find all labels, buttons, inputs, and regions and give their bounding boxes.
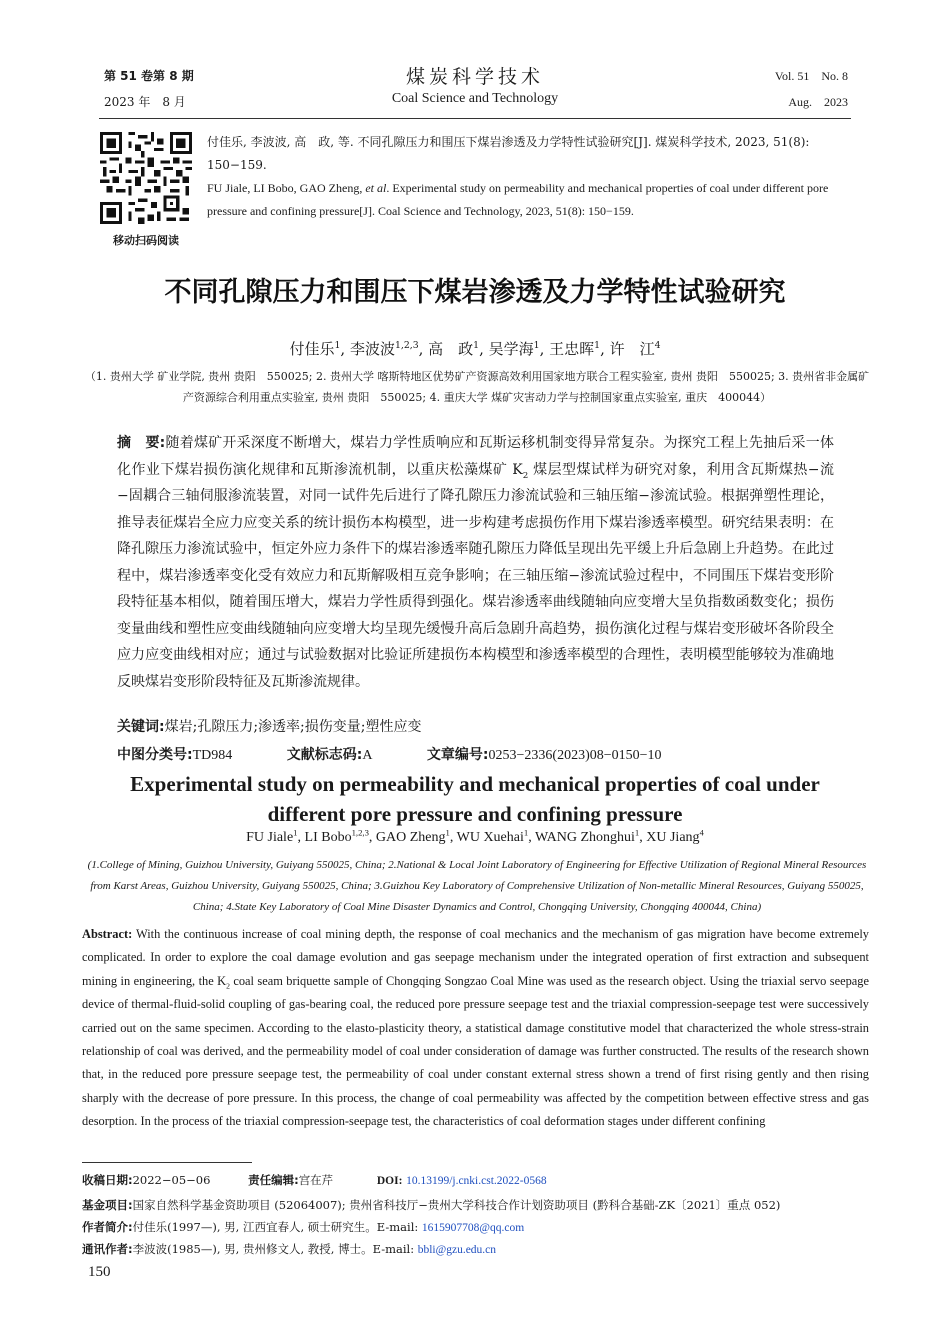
corresponding-email-link[interactable]: bbli@gzu.edu.cn [417,1244,497,1256]
classification-line [117,744,834,764]
affiliations-en: (1.College of Mining, Guizhou University, Guiyang 550025, China; 2.National & Local Joint Laboratory of Engineering for Effective Utilization of Regional Mineral Resources from Karst Areas, Guizhou University, Guiyang 550025, China; 3.Guizhou Key Laboratory of Comprehensive Utilization of Non-metallic Mineral Resources, Guiyang 550025, China; 4.State Key Laboratory of Coal Mine Disaster Dynamics and Control, Chongqing University, Chongqing 400044, China) [87,859,867,913]
header-divider [99,118,851,119]
article-number-value: 0253−2336(2023)08−0150−10 [488,748,662,763]
citation-block [207,131,869,223]
affiliations-cn: （1. 贵州大学 矿业学院, 贵州 贵阳 550025; 2. 贵州大学 喀斯特地区优势矿产资源高效利用国家地方联合工程实验室, 贵州 贵阳 550025; 3. 贵州省非金属矿产资源综合利用重点实验室, 贵州 贵阳 550025; 4. 重庆大学 煤矿灾害动力学与控制国家重点实验室, 重庆 400044） [84,370,870,404]
abstract-cn-label: 摘 要: [117,435,166,451]
doi-link[interactable]: 10.13199/j.cnki.cst.2022-0568 [406,1175,547,1187]
clc-value: TD984 [192,748,233,763]
footnote-divider [82,1162,252,1163]
author-en: FU Jiale$^1$ [246,827,298,845]
author-cn: 许 江$^4$ [609,340,661,358]
journal-title-en: Coal Science and Technology [391,91,559,106]
clc-label: 中图分类号: [117,747,193,763]
citation-en: FU Jiale, LI Bobo, GAO Zheng, et al. Experimental study on permeability and mechanical properties of coal under different pore pressure and confining pressure[J]. Coal Science and Technology, 2023, 51(8): 150−159. [207,181,829,218]
author-en: WU Xuehai$^1$ [456,827,529,845]
date-en: Aug. 2023 [788,95,848,109]
author-cn: 李波波$^{1,2,3}$ [349,340,419,358]
corresponding-author-line: 通讯作者:李波波(1985—), 男, 贵州修文人, 教授, 博士。E-mail: bbli@gzu.edu.cn [82,1242,497,1256]
author-en: LI Bobo$^{1,2,3}$ [304,827,369,845]
page-number: 150 [88,1264,111,1280]
journal-title-cn: 煤炭科学技术 [405,66,544,88]
author-en: GAO Zheng$^1$ [375,827,450,845]
author-cn: 王忠晖$^1$ [549,340,601,358]
date-cn: 2023 年 8 月 [104,95,186,109]
author-en: XU Jiang$^4$ [646,827,704,845]
received-line: 收稿日期:2022−05−06 责任编辑:宫在芹 DOI: 10.13199/j.cnki.cst.2022-0568 [82,1173,547,1187]
doc-code-label: 文献标志码: [286,747,363,763]
citation-cn: 付佳乐, 李波波, 高 政, 等. 不同孔隙压力和围压下煤岩渗透及力学特性试验研究[J]. 煤炭科学技术, 2023, 51(8): 150−159. [207,135,810,172]
author-list-cn: 付佳乐$^1$, 李波波$^{1,2,3}$, 高 政$^1$, 吴学海$^1$, 王忠晖$^1$, 许 江$^4$ [289,340,661,358]
qr-caption: 移动扫码阅读 [113,234,179,247]
keywords-value: 煤岩;孔隙压力;渗透率;损伤变量;塑性应变 [164,719,422,735]
abstract-cn: 摘 要:随着煤矿开采深度不断增大，煤岩力学性质响应和瓦斯运移机制变得异常复杂。为探究工程上先抽后采一体化作业下煤岩损伤演化规律和瓦斯渗流机制，以重庆松藻煤矿 $K_2$ 煤层型煤试样为研究对象，利用含瓦斯煤热−流−固耦合三轴伺服渗流装置，对同一试件先后进行了降孔隙压力渗流试验和三轴压缩−渗流试验。根据弹塑性理论，推导表征煤岩全应力应变关系的统计损伤本构模型，进一步构建考虑损伤作用下煤岩渗透率模型。研究结果表明：在降孔隙压力渗流试验中，恒定外应力条件下的煤岩渗透率随孔隙压力降低呈现出先平缓上升后急剧上升趋势。在此过程中，煤岩渗透率变化受有效应力和瓦斯解吸相互竞争影响；在三轴压缩−渗流试验过程中，不同围压下煤岩变形阶段特征基本相似，随着围压增大，煤岩力学性质得到强化。煤岩渗透率曲线随轴向应变增大呈负指数函数变化；损伤变量曲线和塑性应变曲线随轴向应变增大均呈现先缓慢升高后急剧升高趋势，损伤演化过程与煤岩变形破坏各阶段全应力应变曲线相对应；通过与试验数据对比验证所建损伤本构模型和渗透率模型的合理性，表明模型能够较为准确地反映煤岩变形阶段特征及瓦斯渗流规律。 [117,435,835,690]
abstract-en: Abstract: With the continuous increase of coal mining depth, the response of coal mechanics and the mechanism of gas migration have become extremely complicated. In order to explore the coal damage evolution and gas seepage mechanism under the integrated operation of first extraction and subsequent mining in engineering, the $K_2$ coal seam briquette sample of Chongqing Songzao Coal Mine was used as the research object. Using the triaxial servo seepage device of thermal-fluid-solid coupling of gas-bearing coal, the reduced pore pressure seepage test and the triaxial compression-seepage test were successively carried out on the same specimen. According to the elasto-plasticity theory, a statistical damage constitutive model that characterized the whole stress-strain relationship of coal was derived, and the permeability model of coal under consideration of damage was further constructed. The results of the research shown that, in the reduced pore pressure seepage test, the permeability of coal under constant external stress shown a trend of first rising gently and then rising sharply with the decrease of pore pressure. In this process, the change of coal permeability was affected by the competition between effective stress and gas desorption. In the process of the triaxial compression-seepage test, the characteristics of coal deformation stages under different confining [82,927,869,1129]
qr-code-icon[interactable] [100,132,192,224]
author-email-link[interactable]: 1615907708@qq.com [421,1222,525,1234]
paper-title-en: Experimental study on permeability and mechanical properties of coal under different pore pressure and confining pressure [130,772,820,826]
volume-issue-en: Vol. 51 No. 8 [774,69,848,83]
author-cn: 吴学海$^1$ [488,340,540,358]
keywords-cn [117,716,834,736]
funding-line: 基金项目:国家自然科学基金资助项目 (52064007); 贵州省科技厅−贵州大学科技合作计划资助项目 (黔科合基础-ZK〔2021〕重点 052) [82,1198,781,1212]
paper-title-cn: 不同孔隙压力和围压下煤岩渗透及力学特性试验研究 [164,277,786,308]
doc-code-value: A [362,748,373,763]
article-number-label: 文章编号: [426,747,489,763]
author-en: WANG Zhonghui$^1$ [534,827,640,845]
author-bio-line: 作者简介:付佳乐(1997—), 男, 江西宜春人, 硕士研究生。E-mail: 1615907708@qq.com [82,1220,525,1234]
keywords-label: 关键词: [117,719,165,735]
author-list-en: FU Jiale$^1$, LI Bobo$^{1,2,3}$, GAO Zheng$^1$, WU Xuehai$^1$, WANG Zhonghui$^1$, XU Jiang$^4$ [246,827,704,845]
author-cn: 付佳乐$^1$ [289,340,341,358]
author-cn: 高 政$^1$ [428,340,480,358]
abstract-en-label: Abstract: [82,927,133,941]
volume-issue-cn: 第 51 卷第 8 期 [104,69,194,83]
